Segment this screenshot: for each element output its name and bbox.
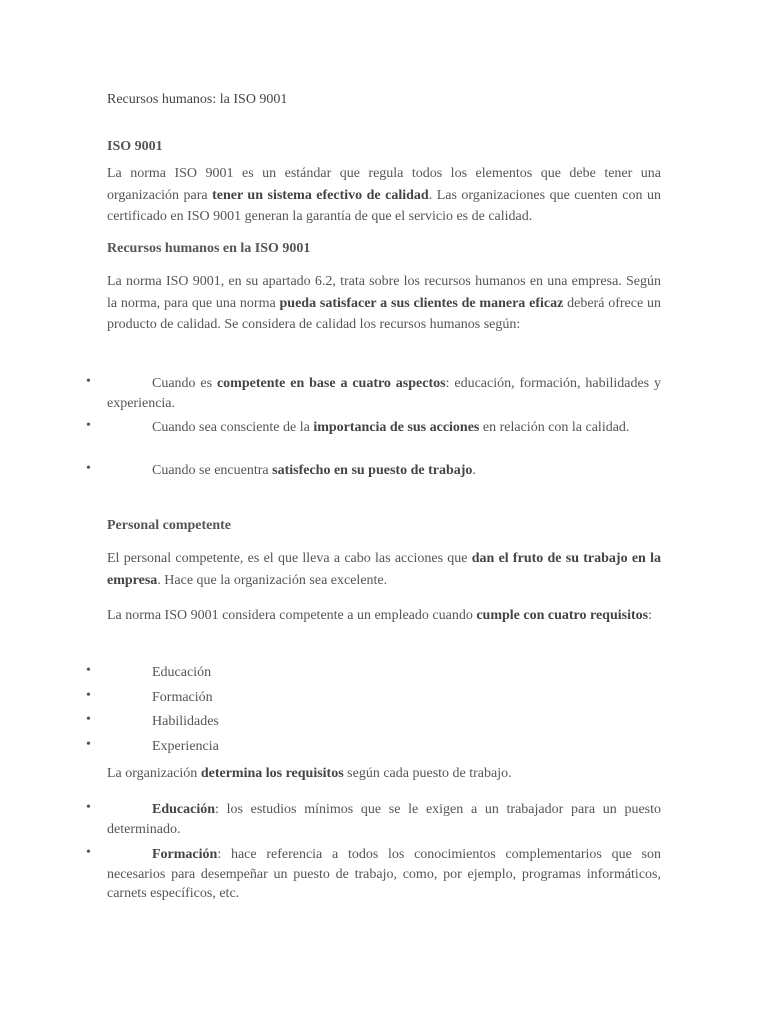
paragraph-personal-1 [107, 548, 661, 591]
section-heading-iso: ISO 9001 [107, 139, 163, 154]
bullet-icon: • [86, 737, 91, 752]
list-item [0, 737, 768, 759]
text-run: : [648, 608, 652, 623]
bullet-icon: • [86, 461, 91, 476]
bullet-icon: • [86, 712, 91, 727]
bullet-icon: • [86, 800, 91, 815]
bold-text-run: satisfecho en su puesto de trabajo [272, 463, 473, 478]
list-item-text: Educación [152, 665, 212, 680]
bold-text-run: importancia de sus acciones [313, 420, 480, 435]
bold-text-run: cumple con cuatro requisitos [476, 608, 649, 623]
list-item-text: Formación [152, 690, 213, 705]
list-item-text: Experiencia [152, 739, 219, 754]
text-run: deberá ofrece un producto de calidad. Se considera de calidad los recursos humanos según: [107, 295, 661, 332]
text-run: . Hace que la organización sea excelente. [157, 572, 388, 588]
paragraph-personal-3 [107, 763, 661, 785]
list-item-text [107, 374, 661, 413]
list-item-text: Habilidades [152, 714, 219, 729]
bullet-icon: • [86, 663, 91, 678]
document-title: Recursos humanos: la ISO 9001 [107, 92, 288, 107]
text-run: Cuando es [152, 376, 217, 391]
bold-text-run: pueda satisfacer a sus clientes de manera eficaz [279, 295, 564, 311]
text-run: : hace referencia a todos los conocimientos complementarios que son necesarios para desempeñar un puesto de trabajo, como, por ejemplo, programas informáticos, carnets específicos, etc. [107, 847, 661, 901]
text-run: : los estudios mínimos que se le exigen a un trabajador para un puesto determinado. [107, 802, 661, 837]
list-item-text [107, 845, 661, 904]
bold-text-run: competente en base a cuatro aspectos [216, 376, 446, 391]
text-run: en relación con la calidad. [479, 420, 630, 435]
paragraph-personal-2 [107, 605, 661, 627]
text-run: El personal competente, es el que lleva a cabo las acciones que [107, 551, 472, 566]
section-heading-personal: Personal competente [107, 518, 232, 533]
bold-text-run: determina los requisitos [200, 766, 344, 781]
list-item-text [107, 461, 661, 481]
text-run: . Las organizaciones que cuenten con un certificado en ISO 9001 generan la garantía de que el servicio es de calidad. [107, 187, 661, 224]
text-run: La organización [107, 766, 201, 781]
paragraph-rrhh [107, 271, 661, 336]
bullet-icon: • [86, 418, 91, 433]
list-item [0, 712, 768, 734]
list-item-text [107, 418, 661, 438]
paragraph-iso-definition [107, 163, 661, 228]
bullet-icon: • [86, 688, 91, 703]
section-heading-rrhh: Recursos humanos en la ISO 9001 [107, 241, 311, 256]
text-run: : educación, formación, habilidades y experiencia. [107, 376, 662, 411]
text-run: Cuando se encuentra [152, 463, 273, 478]
text-run: La norma ISO 9001, en su apartado 6.2, trata sobre los recursos humanos en una empresa. Según la norma, para que una norma [107, 274, 661, 311]
text-run: Cuando sea consciente de la [152, 420, 314, 435]
bullet-icon: • [86, 845, 91, 860]
list-item [0, 688, 768, 710]
bold-text-run: Formación [152, 847, 218, 862]
text-run: según cada puesto de trabajo. [343, 766, 512, 781]
text-run: La norma ISO 9001 considera competente a un empleado cuando [107, 608, 477, 623]
text-run: La norma ISO 9001 es un estándar que regula todos los elementos que debe tener una organización para [107, 166, 661, 203]
list-item [0, 663, 768, 685]
bold-text-run: tener un sistema efectivo de calidad [212, 187, 429, 203]
text-run: . [472, 463, 476, 478]
bold-text-run: Educación [152, 802, 216, 817]
list-item-text [107, 800, 661, 839]
bold-text-run: dan el fruto de su trabajo en la empresa [107, 551, 661, 588]
bullet-icon: • [86, 374, 91, 389]
